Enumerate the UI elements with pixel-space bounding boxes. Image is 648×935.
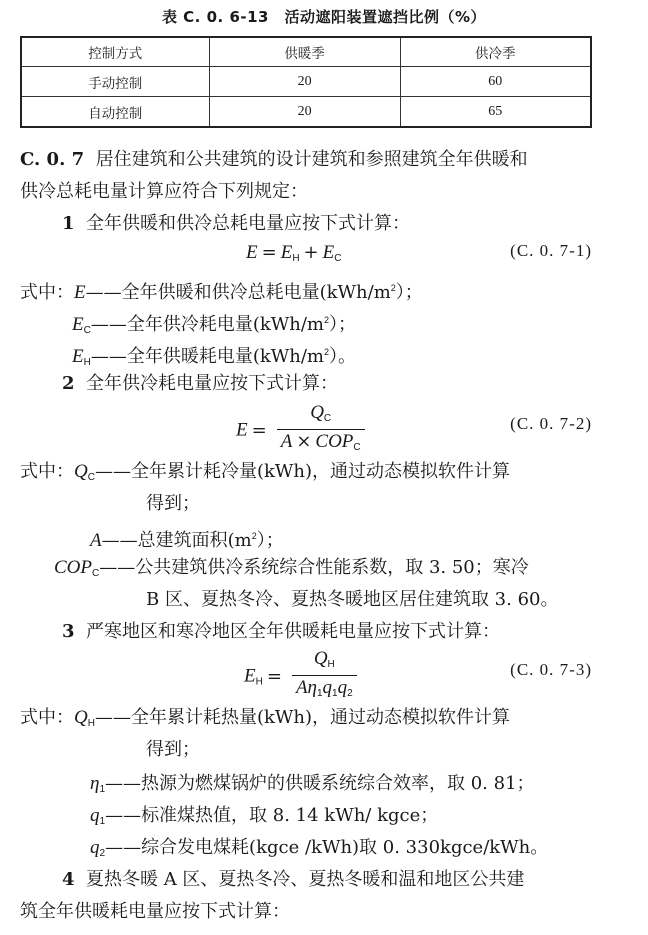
item-text: 全年供暖和供冷总耗电量应按下式计算：	[85, 213, 410, 234]
fraction	[277, 402, 365, 459]
def-text: ——总建筑面积(m	[101, 530, 252, 551]
symbol-e: E	[236, 419, 248, 441]
denominator	[292, 675, 357, 705]
equation-number-3: (C. 0. 7-3)	[510, 660, 592, 679]
def-qc-cont: 得到；	[146, 493, 200, 514]
subscript-1: 1	[99, 784, 105, 795]
item-number: 2	[62, 373, 75, 394]
cell-control-mode: 手动控制	[21, 67, 209, 97]
symbol-q: Q	[74, 707, 88, 728]
subscript-c: C	[92, 568, 100, 579]
symbol-a: A	[295, 677, 308, 698]
cell-cooling-value: 60	[400, 67, 591, 97]
cell-control-mode: 自动控制	[21, 97, 209, 128]
equation-number-1: (C. 0. 7-1)	[510, 241, 592, 260]
item4-line2: 筑全年供暖耗电量应按下式计算：	[20, 901, 290, 922]
subscript-c: C	[323, 413, 332, 424]
item4-heading	[62, 868, 524, 892]
symbol-e: E	[244, 665, 256, 687]
def-q1	[90, 804, 438, 834]
def-tail: ）；	[329, 314, 357, 335]
item2-heading	[62, 372, 338, 396]
symbol-eta: η	[90, 773, 100, 794]
equation-c07-3	[244, 648, 357, 705]
times-sign: ×	[296, 431, 312, 452]
symbol-q-lower: q	[90, 837, 100, 858]
def-text: ——标准煤热值，取 8. 14 kWh/ kgce；	[105, 805, 439, 826]
def-eh	[72, 340, 356, 375]
symbol-cop: COP	[54, 557, 92, 578]
header-cooling-season: 供冷季	[400, 37, 591, 67]
subscript-h: H	[255, 676, 263, 688]
header-control-mode: 控制方式	[21, 37, 209, 67]
def-qc	[20, 460, 510, 490]
def-qh	[20, 706, 510, 736]
subscript-h: H	[83, 357, 91, 368]
symbol-q: Q	[74, 461, 88, 482]
denominator	[277, 429, 365, 459]
symbol-q: Q	[310, 402, 324, 423]
superscript-2: 2	[390, 283, 396, 293]
item-number: 4	[62, 869, 75, 890]
def-cop-cont: B 区、夏热冬冷、夏热冬暖地区居住建筑取 3. 60。	[146, 589, 559, 610]
def-tail: ）；	[256, 530, 284, 551]
def-text: ——全年供暖耗电量(kWh/m	[90, 346, 324, 367]
def-tail: ）；	[395, 282, 423, 303]
def-cop	[54, 556, 529, 586]
def-text: ——全年供暖和供冷总耗电量(kWh/m	[85, 282, 391, 303]
numerator	[292, 648, 357, 675]
item3-heading	[62, 620, 500, 644]
where-prefix: 式中：	[20, 707, 74, 728]
clause-text: 居住建筑和公共建筑的设计建筑和参照建筑全年供暖和	[95, 149, 528, 170]
def-text: ——综合发电煤耗(kgce /kWh)取 0. 330kgce/kWh。	[105, 837, 549, 858]
equals-sign: =	[266, 665, 282, 687]
header-heating-season: 供暖季	[209, 37, 400, 67]
item-text: 全年供冷耗电量应按下式计算：	[85, 373, 338, 394]
fraction	[292, 648, 357, 705]
cell-heating-value: 20	[209, 67, 400, 97]
clause-c07-line2: 供冷总耗电量计算应符合下列规定：	[20, 181, 308, 202]
equation-c07-2	[236, 402, 365, 459]
def-text: ——全年供冷耗电量(kWh/m	[90, 314, 324, 335]
where-prefix: 式中：	[20, 461, 74, 482]
item-text: 夏热冬暖 A 区、夏热冬冷、夏热冬暖和温和地区公共建	[85, 869, 525, 890]
symbol-q-lower: q	[322, 677, 333, 698]
superscript-2: 2	[324, 347, 330, 357]
equals-sign: =	[261, 242, 277, 263]
def-q2	[90, 836, 548, 866]
symbol-q-lower: q	[90, 805, 100, 826]
item1-heading	[62, 212, 410, 236]
symbol-q-lower: q	[337, 677, 348, 698]
table-row	[21, 97, 591, 128]
superscript-2: 2	[324, 315, 330, 325]
def-text: ——全年累计耗冷量(kWh)，通过动态模拟软件计算	[94, 461, 511, 482]
cell-heating-value: 20	[209, 97, 400, 128]
subscript-1: 1	[99, 816, 106, 827]
symbol-e: E	[246, 242, 258, 263]
item-number: 1	[62, 213, 75, 234]
subscript-h: H	[292, 253, 300, 264]
table-row	[21, 67, 591, 97]
symbol-eta: η	[307, 677, 317, 698]
cell-cooling-value: 65	[400, 97, 591, 128]
symbol-cop: COP	[315, 431, 354, 452]
symbol-a: A	[90, 530, 102, 551]
equals-sign: =	[251, 419, 267, 441]
subscript-1: 1	[316, 688, 323, 699]
def-a	[90, 524, 284, 553]
subscript-2: 2	[347, 688, 353, 699]
def-text: ——全年累计耗热量(kWh)，通过动态模拟软件计算	[94, 707, 511, 728]
subscript-2: 2	[99, 848, 106, 859]
table-caption: 表 C. 0. 6-13 活动遮阳装置遮挡比例（%）	[161, 8, 487, 26]
where-prefix: 式中：	[20, 282, 74, 303]
subscript-c: C	[83, 325, 91, 336]
symbol-q: Q	[313, 648, 328, 669]
symbol-e: E	[74, 282, 86, 303]
def-qh-cont: 得到；	[146, 739, 200, 760]
symbol-a: A	[280, 431, 293, 452]
subscript-c: C	[334, 253, 342, 264]
clause-number: C. 0. 7	[20, 149, 85, 170]
shading-ratio-table	[20, 36, 592, 128]
equation-c07-1	[246, 241, 341, 264]
symbol-e: E	[72, 314, 84, 335]
item-number: 3	[62, 621, 75, 642]
def-ec	[72, 308, 356, 343]
subscript-h: H	[87, 718, 95, 729]
subscript-1: 1	[332, 688, 338, 699]
def-text: ——热源为燃煤锅炉的供暖系统综合效率，取 0. 81；	[105, 773, 535, 794]
def-tail: ）。	[329, 346, 357, 367]
item-text: 严寒地区和寒冷地区全年供暖耗电量应按下式计算：	[85, 621, 500, 642]
subscript-c: C	[87, 472, 95, 483]
def-e-total	[20, 276, 423, 305]
subscript-c: C	[353, 442, 361, 453]
def-eta	[90, 772, 535, 802]
def-text: ——公共建筑供冷系统综合性能系数，取 3. 50；寒冷	[99, 557, 529, 578]
symbol-e: E	[72, 346, 84, 367]
superscript-2: 2	[251, 531, 257, 541]
symbol-e: E	[280, 242, 293, 263]
clause-c07-line1	[20, 148, 528, 172]
symbol-e: E	[322, 242, 335, 263]
table-header-row	[21, 37, 591, 67]
plus-sign: +	[303, 242, 319, 263]
equation-number-2: (C. 0. 7-2)	[510, 414, 592, 433]
subscript-h: H	[327, 659, 335, 670]
numerator	[277, 402, 365, 429]
